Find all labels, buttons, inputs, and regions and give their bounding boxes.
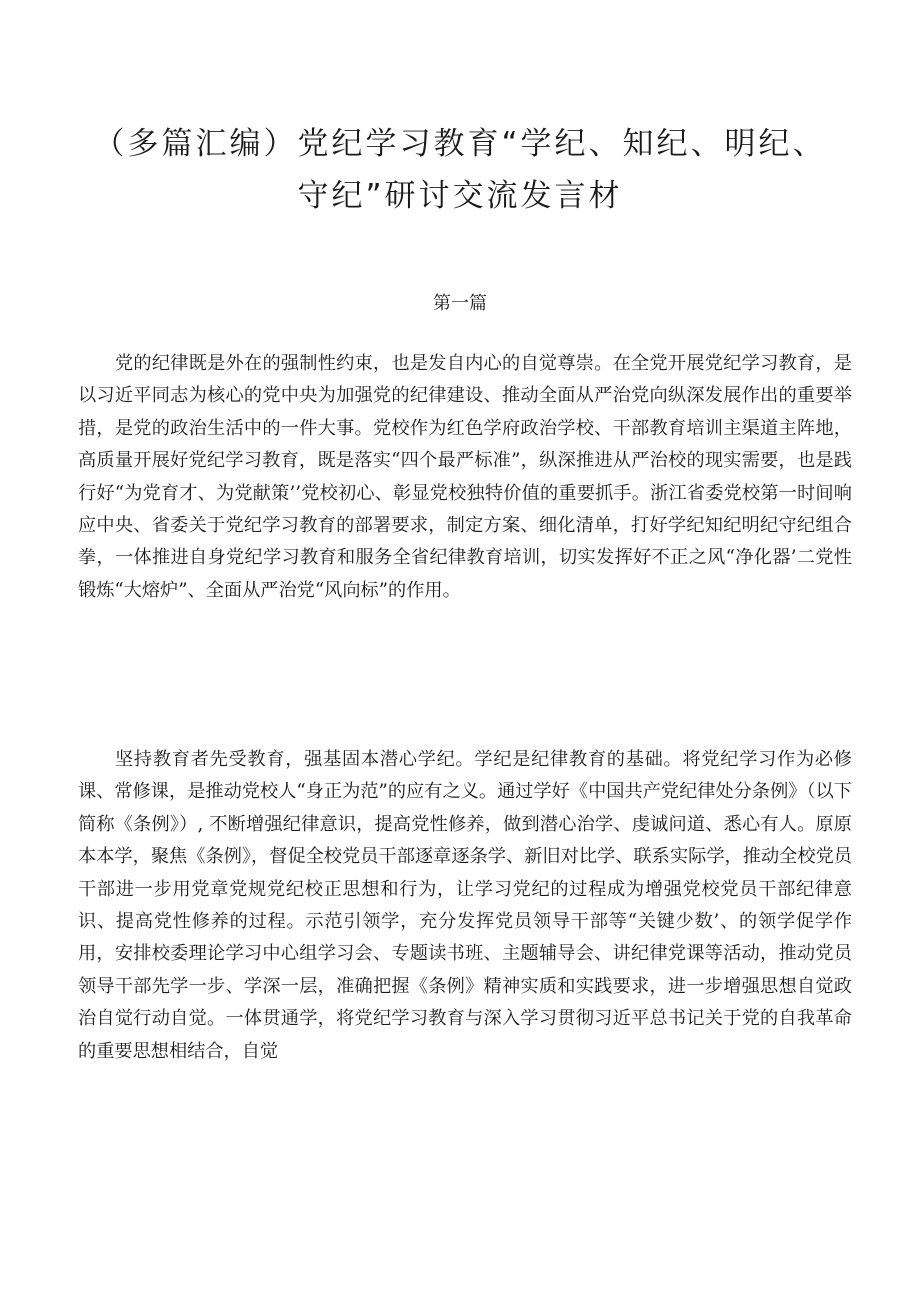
body-paragraph-2: 坚持教育者先受教育，强基固本潜心学纪。学纪是纪律教育的基础。将党纪学习作为必修课、常修课，是推动党校人“身正为范”的应有之义。通过学好《中国共产党纪律处分条例》（以下简称《条例》）, 不断增强纪律意识，提高党性修养，做到潜心治学、虔诚问道、悉心有人。原原本本学，聚焦《条例》，督促全校党员干部逐章逐条学、新旧对比学、联系实际学，推动全校党员干部进一步用党章党规党纪校正思想和行为，让学习党纪的过程成为增强党校党员干部纪律意识、提高党性修养的过程。示范引领学，充分发挥党员领导干部等“关键少数’、的领学促学作用，安排校委理论学习中心组学习会、专题读书班、主题辅导会、讲纪律党课等活动，推动党员领导干部先学一步、学深一层，准确把握《条例》精神实质和实践要求，进一步增强思想自觉政治自觉行动自觉。一体贯通学，将党纪学习教育与深入学习贯彻习近平总书记关于党的自我革命的重要思想相结合，自觉: [78, 749, 852, 1062]
section-heading: 第一篇: [433, 293, 487, 314]
document-title-line-1: （多篇汇编）党纪学习教育“学纪、知纪、明纪、: [93, 126, 827, 162]
document-title-line-2: 守纪”研讨交流发言材: [297, 178, 623, 214]
body-paragraph-1: 党的纪律既是外在的强制性约束，也是发自内心的自觉尊崇。在全党开展党纪学习教育，是以习近平同志为核心的党中央为加强党的纪律建设、推动全面从严治党向纵深发展作出的重要举措，是党的政治生活中的一件大事。党校作为红色学府政治学校、干部教育培训主渠道主阵地，高质量开展好党纪学习教育，既是落实“四个最严标准”，纵深推进从严治校的现实需要，也是践行好“为党育才、为党献策’’党校初心、彰显党校独特价值的重要抓手。浙江省委党校第一时间响应中央、省委关于党纪学习教育的部署要求，制定方案、细化清单，打好学纪知纪明纪守纪组合拳，一体推进自身党纪学习教育和服务全省纪律教育培训，切实发挥好不正之风“净化器’二党性锻炼“大熔炉”、全面从严治党“风向标”的作用。: [78, 353, 852, 601]
document-title: [60, 118, 860, 222]
